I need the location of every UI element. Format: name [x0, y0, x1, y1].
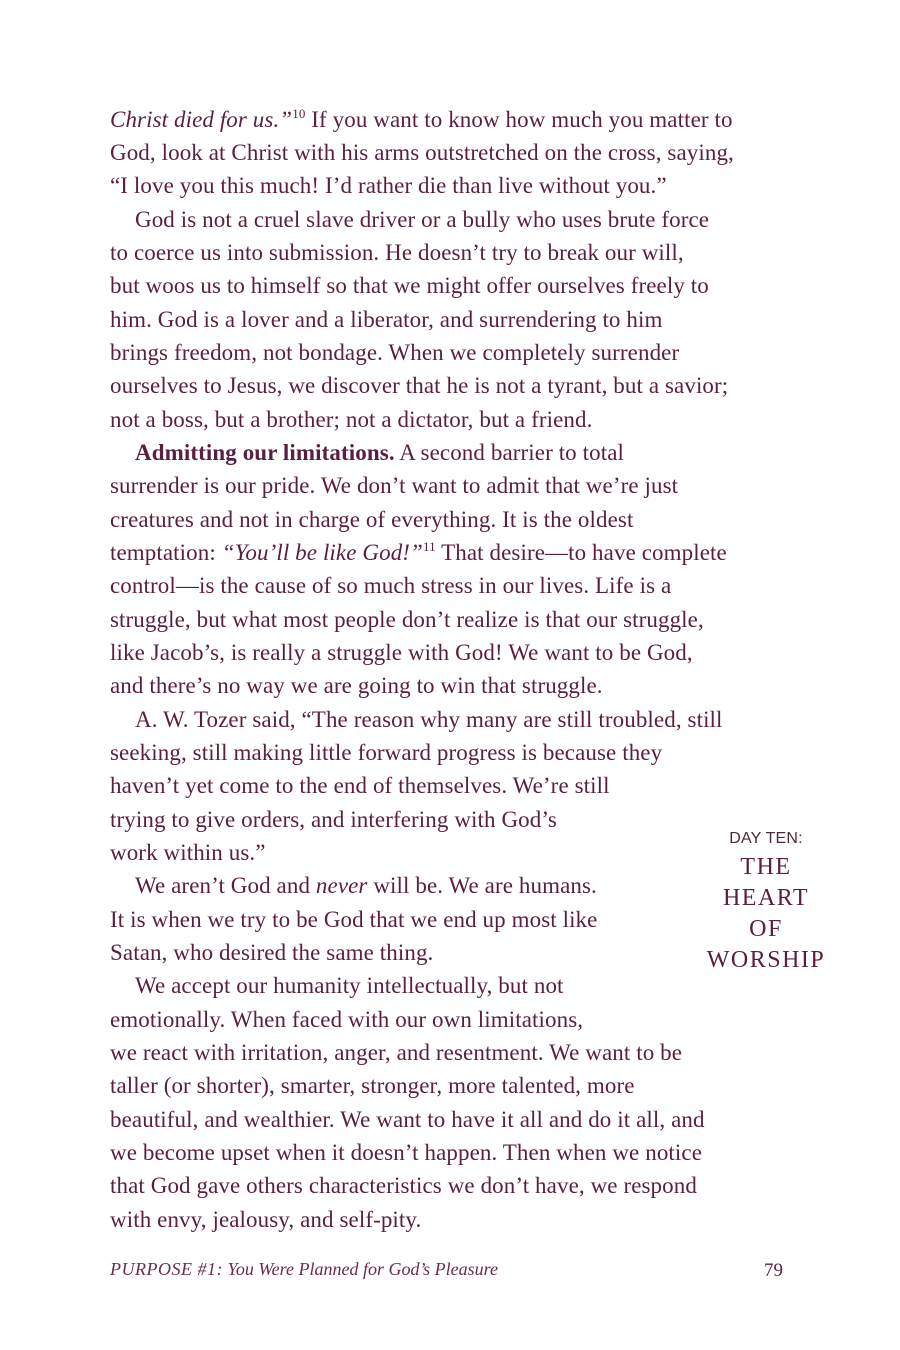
text-line: him. God is a lover and a liberator, and surrendering to him: [110, 307, 663, 332]
text-line: and there’s no way we are going to win that struggle.: [110, 673, 603, 698]
sidebar-title-line: THE: [740, 854, 792, 880]
sidebar-title-line: HEART: [722, 885, 810, 911]
footer-title: You Were Planned for God’s Pleasure: [227, 1259, 498, 1279]
running-footer: [110, 1259, 498, 1280]
text-line: emotionally. When faced with our own limitations,: [110, 1007, 584, 1032]
text-line: [110, 536, 727, 569]
text-line: We accept our humanity intellectually, but not: [135, 973, 564, 998]
text-span: will be. We are humans.: [367, 873, 597, 898]
footer-label: PURPOSE #1:: [110, 1259, 223, 1279]
text-line: haven’t yet come to the end of themselves. We’re still: [110, 773, 610, 798]
text-line: ourselves to Jesus, we discover that he is not a tyrant, but a savior;: [110, 373, 729, 398]
footnote-ref: 10: [292, 106, 306, 121]
text-span: We aren’t God and: [135, 873, 316, 898]
text-line: “I love you this much! I’d rather die than live without you.”: [110, 173, 667, 198]
text-span: That desire—to have complete: [435, 540, 727, 565]
text-line: Satan, who desired the same thing.: [110, 940, 434, 965]
run-in-heading: Admitting our limitations.: [135, 440, 395, 465]
text-line: God is not a cruel slave driver or a bully who uses brute force: [135, 207, 710, 232]
text-line: we react with irritation, anger, and resentment. We want to be: [110, 1040, 683, 1065]
text-line: but woos us to himself so that we might offer ourselves freely to: [110, 273, 709, 298]
text-line: beautiful, and wealthier. We want to have it all and do it all, and: [110, 1107, 705, 1132]
sidebar-title-line: WORSHIP: [706, 947, 826, 973]
text-span: temptation:: [110, 540, 222, 565]
page-number: 79: [764, 1260, 783, 1281]
footnote-ref: 11: [422, 539, 436, 554]
text-line: struggle, but what most people don’t realize is that our struggle,: [110, 607, 704, 632]
quote-italic: “You’ll be like God!”: [221, 540, 423, 565]
text-line: we become upset when it doesn’t happen. Then when we notice: [110, 1140, 703, 1165]
text-line: A. W. Tozer said, “The reason why many are still troubled, still: [135, 707, 723, 732]
text-line: brings freedom, not bondage. When we completely surrender: [110, 340, 680, 365]
chapter-sidebar: [702, 820, 830, 995]
text-line: [135, 869, 597, 902]
text-span: If you want to know how much you matter to: [305, 107, 733, 132]
text-line: surrender is our pride. We don’t want to admit that we’re just: [110, 473, 679, 498]
text-line: It is when we try to be God that we end up most like: [110, 907, 598, 932]
text-span: A second barrier to total: [394, 440, 625, 465]
text-line: work within us.”: [110, 840, 266, 865]
text-line: like Jacob’s, is really a struggle with God! We want to be God,: [110, 640, 693, 665]
text-line: control—is the cause of so much stress in our lives. Life is a: [110, 573, 672, 598]
text-line: God, look at Christ with his arms outstretched on the cross, saying,: [110, 140, 734, 165]
quote-italic: Christ died for us.”: [110, 107, 293, 132]
sidebar-title-line: OF: [749, 916, 783, 942]
text-line: [135, 436, 624, 469]
text-line: to coerce us into submission. He doesn’t try to break our will,: [110, 240, 684, 265]
text-line: not a boss, but a brother; not a dictator, but a friend.: [110, 407, 593, 432]
text-line: that God gave others characteristics we don’t have, we respond: [110, 1173, 697, 1198]
sidebar-title: [702, 852, 830, 976]
text-line: trying to give orders, and interfering with God’s: [110, 807, 557, 832]
text-line: [110, 103, 733, 136]
text-line: with envy, jealousy, and self-pity.: [110, 1207, 422, 1232]
emphasis-italic: never: [315, 873, 368, 898]
text-line: creatures and not in charge of everything. It is the oldest: [110, 507, 634, 532]
text-line: taller (or shorter), smarter, stronger, more talented, more: [110, 1073, 635, 1098]
sidebar-kicker: DAY TEN:: [729, 830, 803, 847]
text-line: seeking, still making little forward progress is because they: [110, 740, 663, 765]
